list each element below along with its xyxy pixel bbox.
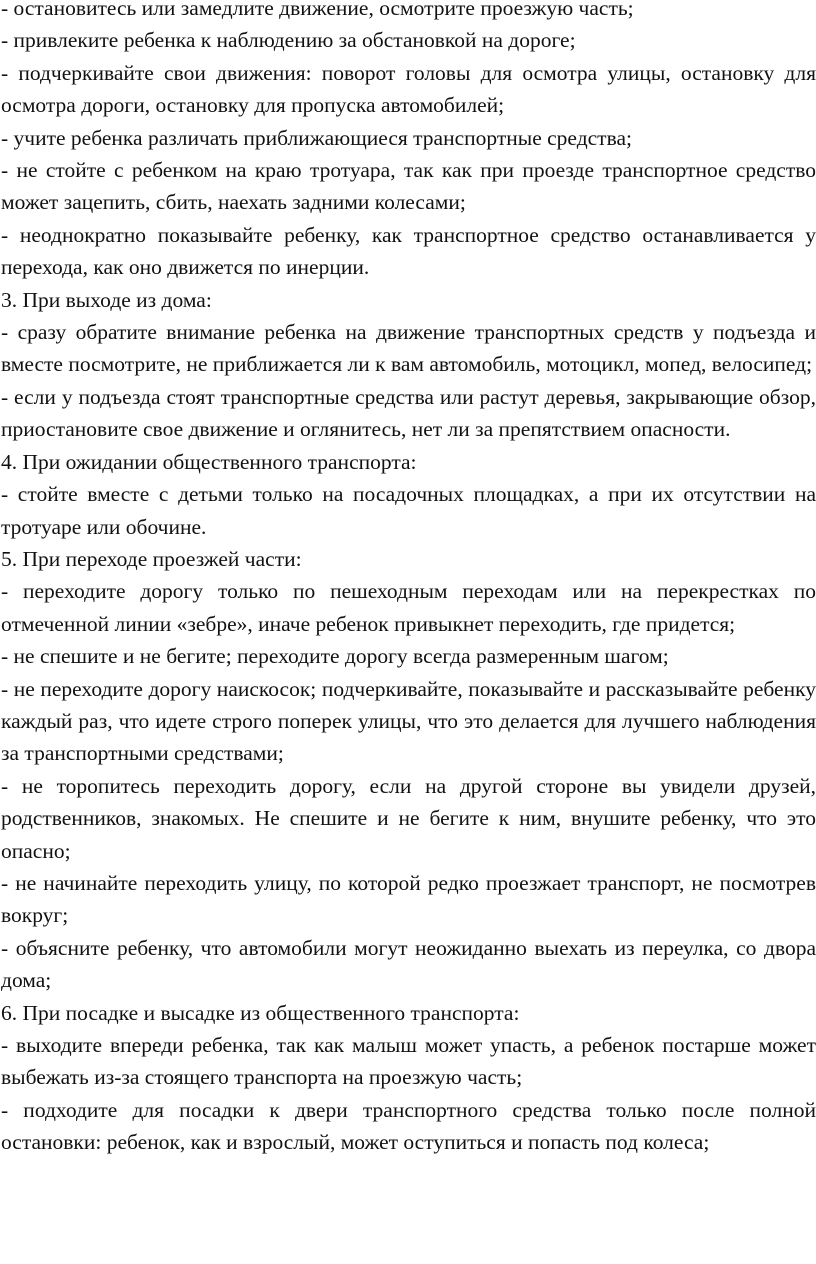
section-heading-3: 3. При выходе из дома:: [1, 287, 212, 312]
paragraph-1: - остановитесь или замедлите движение, осмотрите проезжую часть;: [1, 0, 634, 20]
section-heading-6: 6. При посадке и высадке из общественного транспорта:: [1, 1000, 520, 1025]
paragraph-8: - сразу обратите внимание ребенка на движение транспортных средств у подъезда и вместе посмотрите, не приближается ли к вам автомобиль, мотоцикл, мопед, велосипед;: [1, 320, 816, 377]
paragraph-13: - переходите дорогу только по пешеходным переходам или на перекрестках по отмеченной линии «зебре», иначе ребенок привыкнет переходить, где придется;: [1, 579, 816, 636]
document-body: [1, 0, 816, 1159]
paragraph-18: - объясните ребенку, что автомобили могут неожиданно выехать из переулка, со двора дома;: [1, 935, 816, 993]
paragraph-21: - подходите для посадки к двери транспортного средства только после полной остановки: ребенок, как и взрослый, может оступиться и попасть под колеса;: [1, 1097, 816, 1155]
paragraph-5: - не стойте с ребенком на краю тротуара, так как при проезде транспортное средство может зацепить, сбить, наехать задними колесами;: [1, 158, 816, 215]
section-heading-5: 5. При переходе проезжей части:: [1, 546, 302, 571]
paragraph-17: - не начинайте переходить улицу, по которой редко проезжает транспорт, не посмотрев вокруг;: [1, 870, 816, 928]
paragraph-4: - учите ребенка различать приближающиеся транспортные средства;: [1, 125, 632, 150]
section-heading-4: 4. При ожидании общественного транспорта:: [1, 449, 417, 474]
paragraph-9: - если у подъезда стоят транспортные средства или растут деревья, закрывающие обзор, приостановите свое движение и оглянитесь, нет ли за препятствием опасности.: [1, 384, 816, 442]
paragraph-15: - не переходите дорогу наискосок; подчеркивайте, показывайте и рассказывайте ребенку каждый раз, что идете строго поперек улицы, что это делается для лучшего наблюдения за транспортными средствами;: [1, 676, 816, 766]
paragraph-11: - стойте вместе с детьми только на посадочных площадках, а при их отсутствии на тротуаре или обочине.: [1, 482, 816, 539]
paragraph-16: - не торопитесь переходить дорогу, если на другой стороне вы увидели друзей, родственников, знакомых. Не спешите и не бегите к ним, внушите ребенку, что это опасно;: [1, 773, 816, 863]
paragraph-20: - выходите впереди ребенка, так как малыш может упасть, а ребенок постарше может выбежать из-за стоящего транспорта на проезжую часть;: [1, 1033, 816, 1090]
paragraph-3: - подчеркивайте свои движения: поворот головы для осмотра улицы, остановку для осмотра дороги, остановку для пропуска автомобилей;: [1, 60, 816, 118]
paragraph-6: - неоднократно показывайте ребенку, как транспортное средство останавливается у перехода, как оно движется по инерции.: [1, 222, 816, 280]
paragraph-2: - привлеките ребенка к наблюдению за обстановкой на дороге;: [1, 28, 576, 53]
paragraph-14: - не спешите и не бегите; переходите дорогу всегда размеренным шагом;: [1, 644, 669, 669]
